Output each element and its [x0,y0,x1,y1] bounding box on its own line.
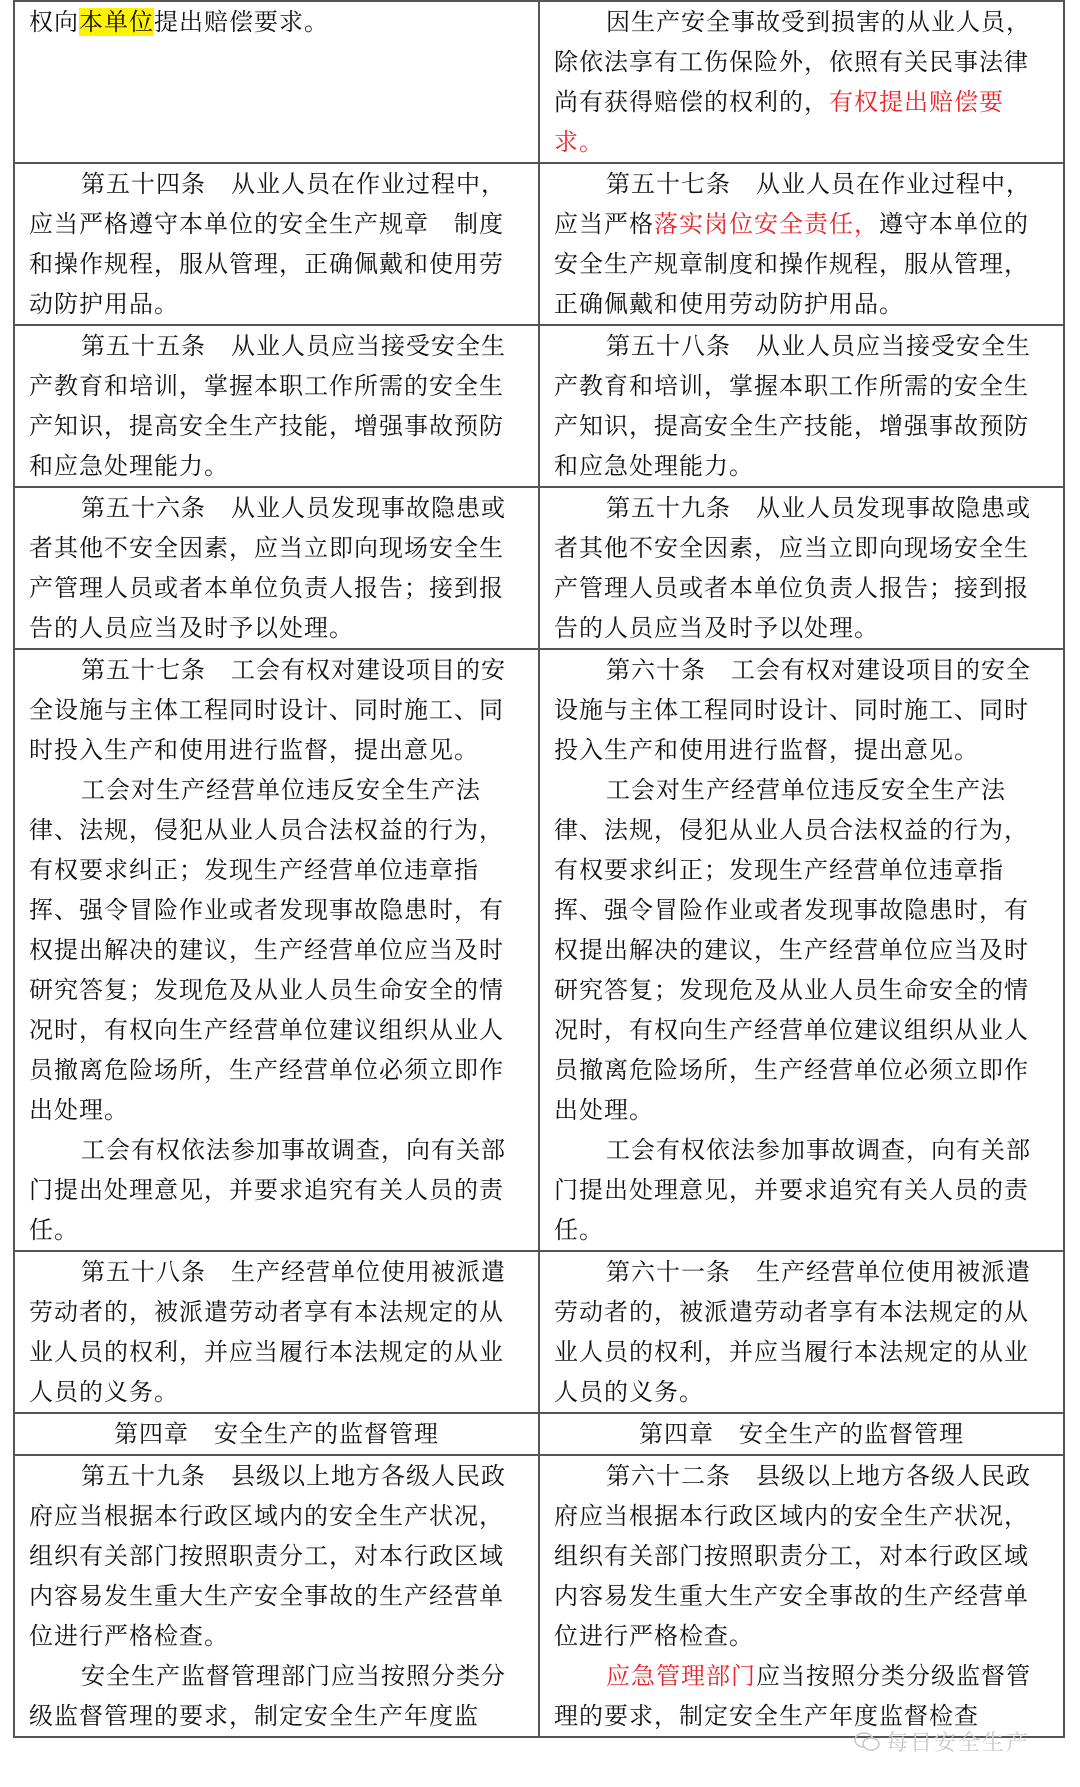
new-law-cell [539,1251,1064,1413]
clause-row [14,1251,1064,1413]
clause-text: 第四章 安全生产的监督管理 [114,1420,439,1448]
clause-text: 安全生产监督管理部门应当按照分类分级监督管理的要求，制定安全生产年度监 [29,1662,506,1730]
amended-text: 落实岗位安全责任， [654,210,879,238]
new-law-cell [539,1413,1064,1455]
old-law-cell [14,1413,539,1455]
clause-text: 第六十一条 生产经营单位使用被派遣劳动者的，被派遣劳动者享有本法规定的从业人员的权利，并应当履行本法规定的从业人员的义务。 [554,1258,1031,1406]
clause-text: 工会对生产经营单位违反安全生产法律、法规，侵犯从业人员合法权益的行为，有权要求纠正；发现生产经营单位违章指挥、强令冒险作业或者发现事故隐患时，有权提出解决的建议，生产经营单位应当及时研究答复；发现危及从业人员生命安全的情况时，有权向生产经营单位建议组织从业人员撤离危险场所，生产经营单位必须立即作出处理。 [29,776,504,1124]
clause-text: 工会对生产经营单位违反安全生产法律、法规，侵犯从业人员合法权益的行为，有权要求纠正；发现生产经营单位违章指挥、强令冒险作业或者发现事故隐患时，有权提出解决的建议，生产经营单位应当及时研究答复；发现危及从业人员生命安全的情况时，有权向生产经营单位建议组织从业人员撤离危险场所，生产经营单位必须立即作出处理。 [554,776,1029,1124]
clause-text: 第五十九条 从业人员发现事故隐患或者其他不安全因素，应当立即向现场安全生产管理人员或者本单位负责人报告；接到报告的人员应当及时予以处理。 [554,494,1031,642]
comparison-table-body [14,1,1064,1737]
clause-text: 因生产安全事故受到损害的从业人员，除依法享有工伤保险外，依照有关民事法律尚有获得赔偿的权利的， [554,8,1031,116]
clause-text: 第五十七条 从业人员在作业过程中，应当严格 [554,170,1031,238]
clause-text: 第四章 安全生产的监督管理 [639,1420,964,1448]
wechat-icon [854,1732,880,1752]
clause-row [14,1455,1064,1737]
new-law-cell [539,1455,1064,1737]
clause-text: 第五十八条 从业人员应当接受安全生产教育和培训，掌握本职工作所需的安全生产知识，提高安全生产技能，增强事故预防和应急处理能力。 [554,332,1031,480]
clause-text: 工会有权依法参加事故调查，向有关部门提出处理意见，并要求追究有关人员的责任。 [554,1136,1031,1244]
watermark [854,1726,1030,1757]
old-law-cell [14,649,539,1251]
old-law-cell [14,325,539,487]
old-law-cell [14,163,539,325]
new-law-cell [539,649,1064,1251]
clause-text: 第五十九条 县级以上地方各级人民政府应当根据本行政区域内的安全生产状况，组织有关部门按照职责分工，对本行政区域内容易发生重大生产安全事故的生产经营单位进行严格检查。 [29,1462,506,1650]
amended-text: 有权提出赔偿要求。 [554,88,1004,156]
new-law-cell [539,163,1064,325]
watermark-text: 每日安全生产 [885,1731,1030,1756]
clause-row [14,325,1064,487]
clause-text: 权向 [29,8,79,36]
clause-text: 第五十八条 生产经营单位使用被派遣劳动者的，被派遣劳动者享有本法规定的从业人员的权利，并应当履行本法规定的从业人员的义务。 [29,1258,506,1406]
clause-text: 第五十七条 工会有权对建设项目的安全设施与主体工程同时设计、同时施工、同时投入生产和使用进行监督，提出意见。 [29,656,506,764]
highlighted-text: 本单位 [79,8,154,36]
clause-text: 第五十六条 从业人员发现事故隐患或者其他不安全因素，应当立即向现场安全生产管理人员或者本单位负责人报告；接到报告的人员应当及时予以处理。 [29,494,506,642]
clause-row [14,487,1064,649]
clause-text: 遵守本单位的安全生产规章制度和操作规程，服从管理，正确佩戴和使用劳动防护用品。 [554,210,1029,318]
clause-row [14,163,1064,325]
amended-text: 应急管理部门 [606,1662,756,1690]
comparison-document [13,0,1063,1738]
comparison-table [13,0,1065,1738]
old-law-cell [14,1251,539,1413]
clause-text: 第五十五条 从业人员应当接受安全生产教育和培训，掌握本职工作所需的安全生产知识，提高安全生产技能，增强事故预防和应急处理能力。 [29,332,506,480]
clause-text: 第六十二条 县级以上地方各级人民政府应当根据本行政区域内的安全生产状况，组织有关部门按照职责分工，对本行政区域内容易发生重大生产安全事故的生产经营单位进行严格检查。 [554,1462,1031,1650]
old-law-cell [14,1455,539,1737]
old-law-cell [14,487,539,649]
clause-text: 工会有权依法参加事故调查，向有关部门提出处理意见，并要求追究有关人员的责任。 [29,1136,506,1244]
new-law-cell [539,1,1064,163]
new-law-cell [539,487,1064,649]
chapter-heading-row [14,1413,1064,1455]
clause-row [14,1,1064,163]
clause-text: 应当按照分类分级监督管理的要求，制定安全生产年度监督检查 [554,1662,1031,1730]
new-law-cell [539,325,1064,487]
clause-row [14,649,1064,1251]
clause-text: 第六十条 工会有权对建设项目的安全设施与主体工程同时设计、同时施工、同时投入生产和使用进行监督，提出意见。 [554,656,1031,764]
clause-text: 第五十四条 从业人员在作业过程中，应当严格遵守本单位的安全生产规章 制度和操作规程，服从管理，正确佩戴和使用劳动防护用品。 [29,170,506,318]
old-law-cell [14,1,539,163]
clause-text: 提出赔偿要求。 [154,8,329,36]
